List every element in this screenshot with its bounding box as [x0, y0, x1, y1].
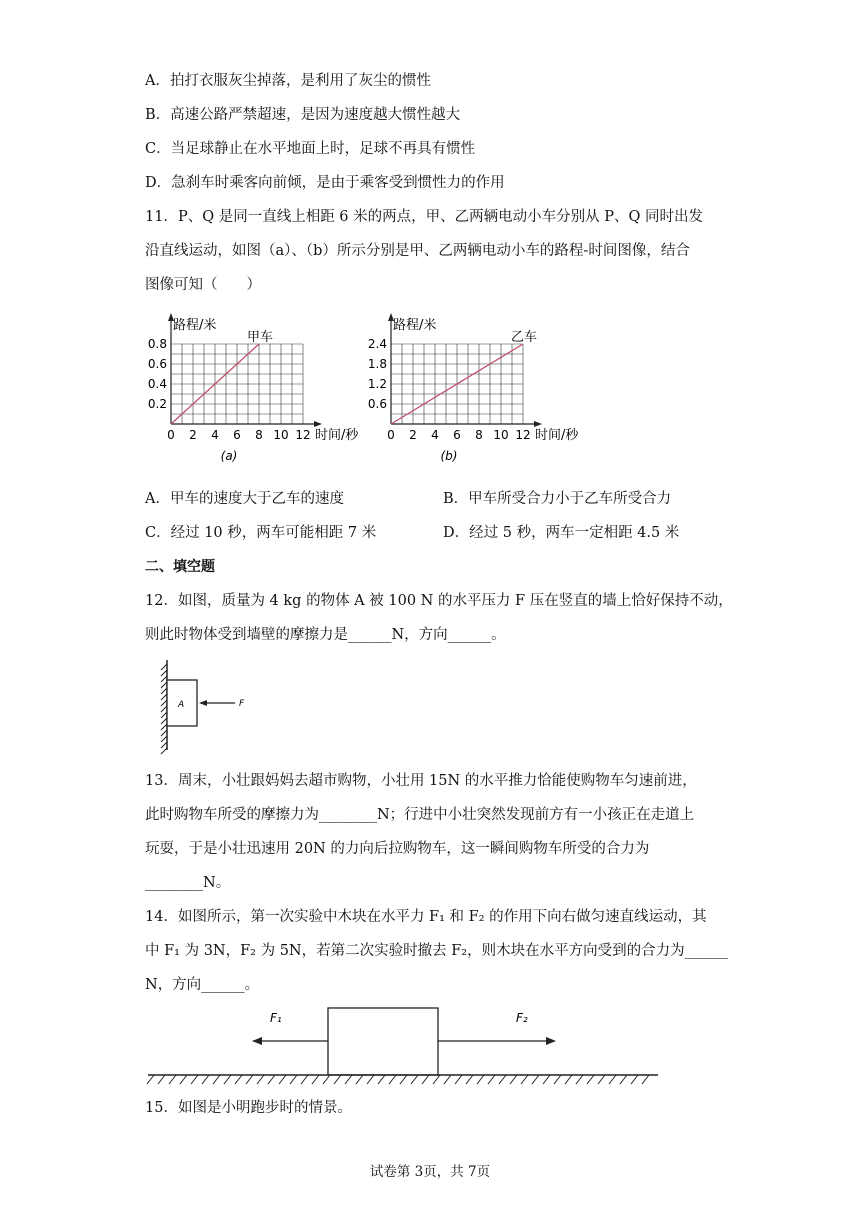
q14-stem-line3: N，方向______。	[145, 977, 260, 993]
page-footer: 试卷第 3页，共 7页	[369, 1164, 491, 1180]
q11-option-d: D．经过 5 秒，两车一定相距 4.5 米	[443, 525, 680, 541]
q12-stem-line2: 则此时物体受到墙壁的摩擦力是______N，方向______。	[145, 627, 506, 643]
q14-stem-line2: 中 F₁ 为 3N，F₂ 为 5N，若第二次实验时撤去 F₂，则木块在水平方向受到的合力为______	[145, 943, 729, 959]
x-axis-label: 时间/秒	[535, 428, 579, 443]
y-tick-label: 0.6	[367, 397, 387, 411]
hatch-mark	[565, 1075, 572, 1084]
hatch-mark	[161, 682, 167, 688]
hatch-mark	[180, 1075, 187, 1084]
hatch-mark	[147, 1075, 154, 1084]
q12-stem-line1: 12．如图，质量为 4 kg 的物体 A 被 100 N 的水平压力 F 压在竖直的墙上恰好保持不动，	[145, 593, 733, 609]
hatch-mark	[323, 1075, 330, 1084]
hatch-mark	[235, 1075, 242, 1084]
q13-stem-line3: 玩耍，于是小壮迅速用 20N 的力向后拉购物车，这一瞬间购物车所受的合力为	[145, 841, 650, 857]
hatch-mark	[202, 1075, 209, 1084]
hatch-mark	[268, 1075, 275, 1084]
hatch-mark	[411, 1075, 418, 1084]
q11-stem-line2: 沿直线运动，如图（a）、（b）所示分别是甲、乙两辆电动小车的路程-时间图像，结合	[145, 243, 690, 259]
x-tick-label: 12	[295, 428, 311, 442]
hatch-mark	[433, 1075, 440, 1084]
hatch-mark	[521, 1075, 528, 1084]
block-forces-figure	[140, 1000, 670, 1095]
hatch-mark	[161, 688, 167, 694]
hatch-mark	[378, 1075, 385, 1084]
hatch-mark	[422, 1075, 429, 1084]
x-tick-label: 10	[493, 428, 509, 442]
chart-b	[360, 308, 600, 478]
y-tick-label: 0.8	[147, 337, 167, 351]
hatch-mark	[161, 694, 167, 700]
y-tick-label: 2.4	[367, 337, 387, 351]
wood-block	[328, 1008, 438, 1075]
arrow-left-icon	[252, 1037, 262, 1045]
x-axis-arrow-icon	[314, 421, 322, 427]
hatch-mark	[161, 718, 167, 724]
hatch-mark	[598, 1075, 605, 1084]
hatch-mark	[290, 1075, 297, 1084]
hatch-mark	[345, 1075, 352, 1084]
block-label: A	[178, 700, 185, 710]
hatch-mark	[554, 1075, 561, 1084]
hatch-mark	[161, 670, 167, 676]
x-tick-label: 4	[431, 428, 439, 442]
hatch-mark	[246, 1075, 253, 1084]
x-tick-label: 2	[409, 428, 417, 442]
x-tick-label: 2	[189, 428, 197, 442]
q11-option-c: C．经过 10 秒，两车可能相距 7 米	[145, 525, 377, 541]
q10-option-b: B．高速公路严禁超速，是因为速度越大惯性越大	[145, 107, 461, 123]
hatch-mark	[161, 712, 167, 718]
f2-label: F₂	[516, 1011, 528, 1025]
q11-option-a: A．甲车的速度大于乙车的速度	[145, 491, 344, 507]
hatch-mark	[191, 1075, 198, 1084]
q13-stem-line4: ________N。	[145, 875, 231, 891]
hatch-mark	[224, 1075, 231, 1084]
wall-block-figure	[150, 656, 270, 756]
q15-stem: 15．如图是小明跑步时的情景。	[145, 1100, 352, 1116]
hatch-mark	[301, 1075, 308, 1084]
hatch-mark	[334, 1075, 341, 1084]
q13-stem-line2: 此时购物车所受的摩擦力为________N；行进中小壮突然发现前方有一小孩正在走道上	[145, 807, 695, 823]
chart-caption: (a)	[220, 449, 238, 463]
section-heading: 二、填空题	[145, 559, 215, 575]
x-tick-label: 0	[387, 428, 395, 442]
hatch-mark	[161, 748, 167, 754]
hatch-mark	[169, 1075, 176, 1084]
hatch-mark	[620, 1075, 627, 1084]
x-tick-label: 6	[233, 428, 241, 442]
hatch-mark	[356, 1075, 363, 1084]
x-tick-label: 10	[273, 428, 289, 442]
hatch-mark	[161, 736, 167, 742]
series-label: 甲车	[247, 330, 274, 345]
hatch-mark	[576, 1075, 583, 1084]
x-axis-arrow-icon	[534, 421, 542, 427]
x-tick-label: 8	[255, 428, 263, 442]
q10-option-a: A．拍打衣服灰尘掉落，是利用了灰尘的惯性	[145, 73, 431, 89]
force-label: F	[239, 699, 245, 709]
q13-stem-line1: 13．周末，小壮跟妈妈去超市购物，小壮用 15N 的水平推力恰能使购物车匀速前进，	[145, 773, 697, 789]
hatch-mark	[477, 1075, 484, 1084]
arrow-right-icon	[546, 1037, 556, 1045]
q10-option-d: D．急刹车时乘客向前倾，是由于乘客受到惯性力的作用	[145, 175, 505, 191]
x-tick-label: 6	[453, 428, 461, 442]
x-axis-label: 时间/秒	[315, 428, 359, 443]
chart-a	[140, 308, 360, 478]
hatch-mark	[161, 742, 167, 748]
f1-label: F₁	[270, 1011, 282, 1025]
hatch-mark	[642, 1075, 649, 1084]
x-tick-label: 8	[475, 428, 483, 442]
arrow-left-icon	[199, 700, 207, 706]
hatch-mark	[499, 1075, 506, 1084]
hatch-mark	[213, 1075, 220, 1084]
chart-caption: (b)	[440, 449, 458, 463]
hatch-mark	[510, 1075, 517, 1084]
y-tick-label: 1.2	[367, 377, 387, 391]
hatch-mark	[367, 1075, 374, 1084]
hatch-mark	[389, 1075, 396, 1084]
hatch-mark	[466, 1075, 473, 1084]
hatch-mark	[444, 1075, 451, 1084]
q10-option-c: C．当足球静止在水平地面上时，足球不再具有惯性	[145, 141, 476, 157]
y-tick-label: 0.6	[147, 357, 167, 371]
hatch-mark	[161, 724, 167, 730]
hatch-mark	[161, 676, 167, 682]
hatch-mark	[161, 664, 167, 670]
x-tick-label: 12	[515, 428, 531, 442]
hatch-mark	[312, 1075, 319, 1084]
hatch-mark	[158, 1075, 165, 1084]
hatch-mark	[279, 1075, 286, 1084]
y-axis-label: 路程/米	[393, 318, 437, 333]
y-axis-label: 路程/米	[173, 318, 217, 333]
q14-stem-line1: 14．如图所示，第一次实验中木块在水平力 F₁ 和 F₂ 的作用下向右做匀速直线运动，其	[145, 909, 707, 925]
hatch-mark	[587, 1075, 594, 1084]
q11-stem-line3: 图像可知（ ）	[145, 277, 261, 293]
series-label: 乙车	[511, 330, 538, 345]
y-tick-label: 0.4	[147, 377, 167, 391]
hatch-mark	[161, 730, 167, 736]
hatch-mark	[400, 1075, 407, 1084]
hatch-mark	[455, 1075, 462, 1084]
hatch-mark	[161, 700, 167, 706]
hatch-mark	[161, 706, 167, 712]
hatch-mark	[532, 1075, 539, 1084]
x-tick-label: 0	[167, 428, 175, 442]
hatch-mark	[488, 1075, 495, 1084]
y-tick-label: 0.2	[147, 397, 167, 411]
hatch-mark	[631, 1075, 638, 1084]
q11-option-b: B．甲车所受合力小于乙车所受合力	[443, 491, 672, 507]
q11-stem-line1: 11．P、Q 是同一直线上相距 6 米的两点，甲、乙两辆电动小车分别从 P、Q 同时出发	[145, 209, 704, 225]
hatch-mark	[257, 1075, 264, 1084]
x-tick-label: 4	[211, 428, 219, 442]
hatch-mark	[609, 1075, 616, 1084]
y-tick-label: 1.8	[367, 357, 387, 371]
hatch-mark	[543, 1075, 550, 1084]
